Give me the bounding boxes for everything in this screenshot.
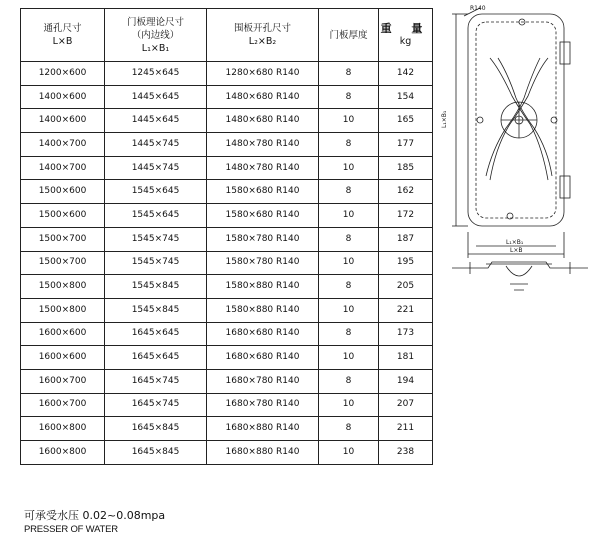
cell-weight: 162 xyxy=(379,180,433,204)
cell-thickness: 8 xyxy=(319,275,379,299)
hinge-bottom xyxy=(560,176,570,198)
table-row xyxy=(21,133,433,157)
height-label: L₁×B₁ xyxy=(441,110,448,128)
cell-thickness: 8 xyxy=(319,85,379,109)
cell-weight: 154 xyxy=(379,85,433,109)
cell-opening: 1400×700 xyxy=(21,156,105,180)
header-opening xyxy=(21,9,105,62)
cell-door-plate: 1445×745 xyxy=(105,133,207,157)
table-row xyxy=(21,441,433,465)
dog-bottom xyxy=(507,213,513,219)
section-handwheel xyxy=(506,266,532,290)
dog-right xyxy=(551,117,557,123)
header-door-plate-note: （内边线） xyxy=(131,29,180,41)
cell-weight: 238 xyxy=(379,441,433,465)
cell-opening: 1400×700 xyxy=(21,133,105,157)
spec-table xyxy=(20,8,433,465)
cell-cutout: 1680×780 R140 xyxy=(207,393,319,417)
cell-thickness: 8 xyxy=(319,180,379,204)
cell-opening: 1500×700 xyxy=(21,251,105,275)
cell-door-plate: 1645×845 xyxy=(105,441,207,465)
cell-opening: 1500×800 xyxy=(21,275,105,299)
cell-thickness: 8 xyxy=(319,62,379,86)
cell-cutout: 1480×780 R140 xyxy=(207,133,319,157)
header-opening-cn: 通孔尺寸 xyxy=(43,23,82,34)
table-row xyxy=(21,369,433,393)
header-thickness xyxy=(319,9,379,62)
cell-weight: 205 xyxy=(379,275,433,299)
cell-cutout: 1580×680 R140 xyxy=(207,180,319,204)
cell-weight: 142 xyxy=(379,62,433,86)
cell-door-plate: 1645×845 xyxy=(105,417,207,441)
table-row xyxy=(21,62,433,86)
cell-opening: 1600×600 xyxy=(21,346,105,370)
cell-cutout: 1680×780 R140 xyxy=(207,369,319,393)
cell-cutout: 1480×780 R140 xyxy=(207,156,319,180)
pressure-note-en: PRESSER OF WATER xyxy=(24,524,118,535)
header-opening-unit: L×B xyxy=(52,36,73,47)
table-row xyxy=(21,322,433,346)
cell-cutout: 1580×880 R140 xyxy=(207,298,319,322)
table-row xyxy=(21,227,433,251)
cell-cutout: 1580×880 R140 xyxy=(207,275,319,299)
cell-weight: 221 xyxy=(379,298,433,322)
table-row xyxy=(21,346,433,370)
section-coaming xyxy=(452,262,588,268)
cell-weight: 165 xyxy=(379,109,433,133)
table-row xyxy=(21,417,433,441)
cell-door-plate: 1545×845 xyxy=(105,298,207,322)
cell-door-plate: 1445×745 xyxy=(105,156,207,180)
cell-cutout: 1680×680 R140 xyxy=(207,346,319,370)
cell-opening: 1400×600 xyxy=(21,109,105,133)
cell-door-plate: 1645×645 xyxy=(105,322,207,346)
cell-opening: 1600×800 xyxy=(21,441,105,465)
cell-door-plate: 1445×645 xyxy=(105,85,207,109)
cell-thickness: 10 xyxy=(319,393,379,417)
cell-weight: 187 xyxy=(379,227,433,251)
cell-opening: 1500×600 xyxy=(21,204,105,228)
header-cutout-unit: L₂×B₂ xyxy=(248,36,277,47)
cell-weight: 181 xyxy=(379,346,433,370)
cell-cutout: 1580×780 R140 xyxy=(207,227,319,251)
cell-weight: 172 xyxy=(379,204,433,228)
dog-left xyxy=(477,117,483,123)
cell-opening: 1500×600 xyxy=(21,180,105,204)
pressure-note-cn: 可承受水压 0.02~0.08mpa xyxy=(24,509,166,522)
cell-door-plate: 1645×745 xyxy=(105,369,207,393)
cell-weight: 177 xyxy=(379,133,433,157)
cell-opening: 1500×800 xyxy=(21,298,105,322)
header-weight-unit: kg xyxy=(399,36,412,47)
cell-opening: 1600×700 xyxy=(21,393,105,417)
width-label: L×B xyxy=(510,247,523,254)
cell-thickness: 10 xyxy=(319,298,379,322)
cell-thickness: 10 xyxy=(319,109,379,133)
cell-weight: 194 xyxy=(379,369,433,393)
cell-thickness: 10 xyxy=(319,441,379,465)
table-row xyxy=(21,109,433,133)
cell-thickness: 8 xyxy=(319,417,379,441)
header-door-plate-cn: 门板理论尺寸 xyxy=(126,16,184,28)
cell-thickness: 8 xyxy=(319,227,379,251)
cell-thickness: 10 xyxy=(319,251,379,275)
table-row xyxy=(21,156,433,180)
table-row xyxy=(21,85,433,109)
cell-opening: 1600×800 xyxy=(21,417,105,441)
cell-opening: 1500×700 xyxy=(21,227,105,251)
cell-opening: 1200×600 xyxy=(21,62,105,86)
cell-door-plate: 1545×845 xyxy=(105,275,207,299)
cell-cutout: 1680×680 R140 xyxy=(207,322,319,346)
cell-door-plate: 1445×645 xyxy=(105,109,207,133)
cell-door-plate: 1545×645 xyxy=(105,180,207,204)
table-row xyxy=(21,180,433,204)
cell-thickness: 10 xyxy=(319,204,379,228)
header-weight-cn: 重 量 xyxy=(380,22,431,35)
cell-opening: 1400×600 xyxy=(21,85,105,109)
cell-cutout: 1680×880 R140 xyxy=(207,441,319,465)
cell-cutout: 1480×680 R140 xyxy=(207,85,319,109)
cell-thickness: 8 xyxy=(319,322,379,346)
cell-cutout: 1580×680 R140 xyxy=(207,204,319,228)
cell-thickness: 10 xyxy=(319,156,379,180)
table-row xyxy=(21,251,433,275)
cell-thickness: 10 xyxy=(319,346,379,370)
cell-thickness: 8 xyxy=(319,369,379,393)
header-door-plate xyxy=(105,9,207,62)
cell-door-plate: 1645×745 xyxy=(105,393,207,417)
cell-weight: 185 xyxy=(379,156,433,180)
cell-cutout: 1480×680 R140 xyxy=(207,109,319,133)
cell-door-plate: 1545×745 xyxy=(105,251,207,275)
cell-weight: 207 xyxy=(379,393,433,417)
cell-door-plate: 1245×645 xyxy=(105,62,207,86)
table-row xyxy=(21,275,433,299)
header-cutout xyxy=(207,9,319,62)
width-inner-label: L₁×B₁ xyxy=(506,239,524,246)
cell-door-plate: 1645×645 xyxy=(105,346,207,370)
header-thickness-cn: 门板厚度 xyxy=(329,29,368,41)
cell-cutout: 1680×880 R140 xyxy=(207,417,319,441)
cell-door-plate: 1545×645 xyxy=(105,204,207,228)
table-row xyxy=(21,393,433,417)
spring-bar-d xyxy=(486,58,540,176)
corner-label: R140 xyxy=(470,5,486,12)
hinge-top xyxy=(560,42,570,64)
cell-cutout: 1280×680 R140 xyxy=(207,62,319,86)
cell-weight: 211 xyxy=(379,417,433,441)
header-weight xyxy=(379,9,433,62)
cell-cutout: 1580×780 R140 xyxy=(207,251,319,275)
header-door-plate-unit: L₁×B₁ xyxy=(141,42,170,54)
cell-door-plate: 1545×745 xyxy=(105,227,207,251)
cell-opening: 1600×700 xyxy=(21,369,105,393)
cell-weight: 195 xyxy=(379,251,433,275)
cell-thickness: 8 xyxy=(319,133,379,157)
cell-weight: 173 xyxy=(379,322,433,346)
cell-opening: 1600×600 xyxy=(21,322,105,346)
table-row xyxy=(21,204,433,228)
door-drawing xyxy=(440,0,600,300)
table-body xyxy=(21,62,433,465)
header-cutout-cn: 围板开孔尺寸 xyxy=(233,23,291,34)
table-row xyxy=(21,298,433,322)
table-header-row xyxy=(21,9,433,62)
